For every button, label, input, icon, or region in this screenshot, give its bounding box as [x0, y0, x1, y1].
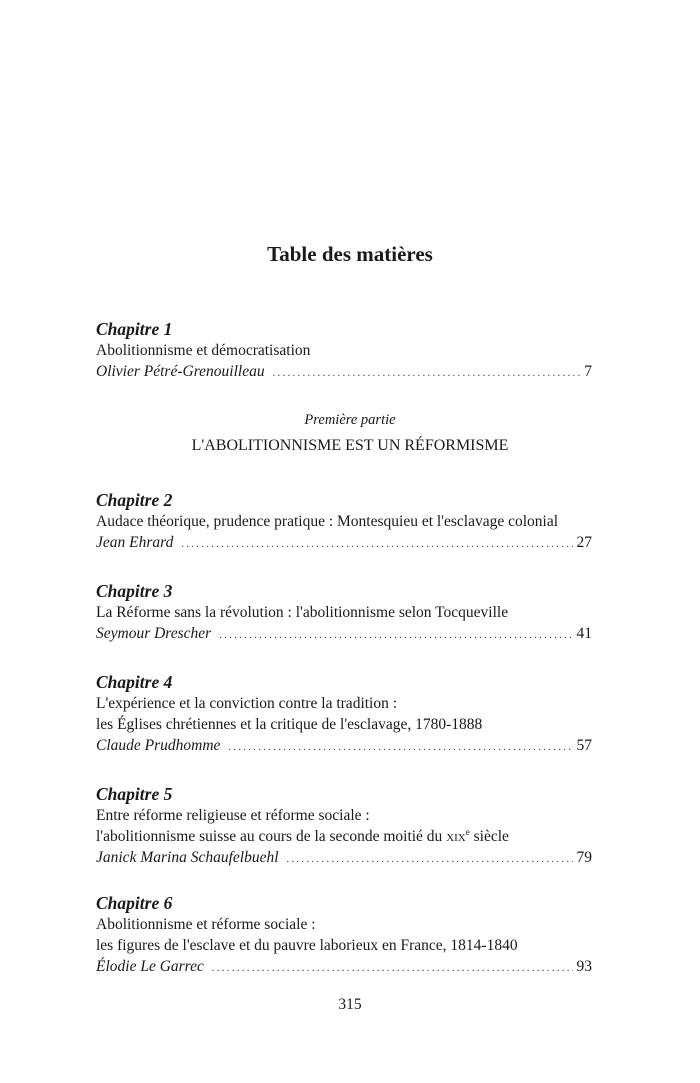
century-superscript: e [465, 826, 470, 837]
chapter-title: Audace théorique, prudence pratique : Montesquieu et l'esclavage colonial [96, 513, 559, 530]
chapter-author-line [96, 735, 592, 758]
chapter-page-number: 79 [576, 849, 592, 866]
chapter-label: Chapitre 3 [96, 581, 173, 601]
part-label: Première partie [304, 412, 396, 428]
chapter-title: L'expérience et la conviction contre la tradition : [96, 695, 398, 712]
chapter-subtitle [96, 826, 592, 847]
toc-entry-chapter-5 [96, 783, 592, 870]
chapter-label: Chapitre 1 [96, 319, 173, 339]
chapter-subtitle-text: l'abolitionnisme suisse au cours de la seconde moitié du [96, 828, 443, 845]
chapter-author-line [96, 361, 592, 384]
chapter-title: Abolitionnisme et réforme sociale : [96, 916, 316, 933]
chapter-page-number: 93 [576, 958, 592, 975]
chapter-label: Chapitre 2 [96, 490, 173, 510]
chapter-title: Entre réforme religieuse et réforme sociale : [96, 807, 370, 824]
dot-leader [181, 532, 572, 555]
chapter-author: Claude Prudhomme [96, 737, 221, 754]
toc-entry-chapter-3 [96, 580, 592, 646]
chapter-label: Chapitre 4 [96, 672, 173, 692]
chapter-author: Élodie Le Garrec [96, 958, 204, 975]
dot-leader [219, 623, 572, 646]
part-title: L'ABOLITIONNISME EST UN RÉFORMISME [191, 437, 509, 454]
chapter-page-number: 41 [576, 625, 592, 642]
chapter-label: Chapitre 5 [96, 784, 173, 804]
dot-leader [228, 735, 572, 758]
dot-leader [212, 956, 573, 979]
chapter-author: Olivier Pétré-Grenouilleau [96, 363, 265, 380]
toc-entry-chapter-6 [96, 892, 592, 979]
century-numeral: xix [446, 828, 466, 845]
page-title: Table des matières [267, 242, 433, 266]
chapter-subtitle-end: siècle [473, 828, 509, 845]
dot-leader [287, 847, 573, 870]
toc-entry-chapter-2 [96, 489, 592, 555]
chapter-title: Abolitionnisme et démocratisation [96, 342, 311, 359]
chapter-subtitle: les figures de l'esclave et du pauvre laborieux en France, 1814-1840 [96, 937, 518, 954]
chapter-author-line [96, 956, 592, 979]
chapter-author: Seymour Drescher [96, 625, 212, 642]
dot-leader [273, 361, 581, 384]
chapter-label: Chapitre 6 [96, 893, 173, 913]
toc-entry-chapter-4 [96, 671, 592, 758]
page-number: 315 [338, 996, 362, 1013]
part-heading [0, 410, 700, 458]
chapter-author-line [96, 532, 592, 555]
chapter-author-line [96, 847, 592, 870]
chapter-title: La Réforme sans la révolution : l'abolitionnisme selon Tocqueville [96, 604, 509, 621]
chapter-page-number: 57 [576, 737, 592, 754]
chapter-page-number: 7 [584, 363, 592, 380]
chapter-author: Jean Ehrard [96, 534, 174, 551]
chapter-subtitle: les Églises chrétiennes et la critique de l'esclavage, 1780-1888 [96, 716, 483, 733]
chapter-author-line [96, 623, 592, 646]
chapter-author: Janick Marina Schaufelbuehl [96, 849, 279, 866]
chapter-page-number: 27 [576, 534, 592, 551]
toc-entry-chapter-1 [96, 318, 592, 384]
